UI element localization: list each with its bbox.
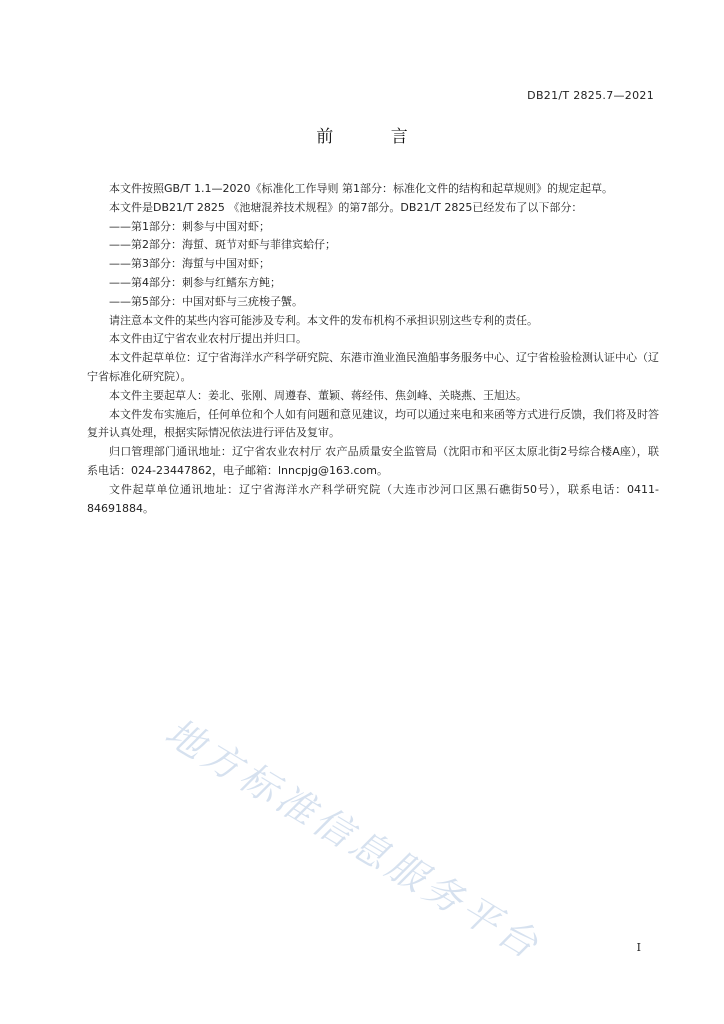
part-list-item: ——第3部分：海蜇与中国对虾； xyxy=(109,257,270,271)
foreword-body xyxy=(87,180,659,518)
part-list-item: ——第1部分：刺参与中国对虾； xyxy=(109,219,270,233)
paragraph-drafter-contact: 文件起草单位通讯地址：辽宁省海洋水产科学研究院（大连市沙河口区黑石礁街50号），联系电话：0411-84691884。 xyxy=(87,482,659,515)
paragraph-drafting-rules: 本文件按照GB/T 1.1—2020《标准化工作导则 第1部分：标准化文件的结构和起草规则》的规定起草。 xyxy=(109,182,613,195)
part-list-item: ——第4部分：刺参与红鳍东方鲀； xyxy=(109,275,281,289)
paragraph-drafting-units: 本文件起草单位：辽宁省海洋水产科学研究院、东港市渔业渔民渔船事务服务中心、辽宁省检验检测认证中心（辽宁省标准化研究院）。 xyxy=(87,351,659,383)
part-list-item: ——第5部分：中国对虾与三疣梭子蟹。 xyxy=(109,294,303,308)
paragraph-proposer: 本文件由辽宁省农业农村厅提出并归口。 xyxy=(109,332,307,346)
page-number: I xyxy=(636,941,641,954)
watermark: 地方标准信息服务平台 xyxy=(157,709,549,969)
paragraph-patent-notice: 请注意本文件的某些内容可能涉及专利。本文件的发布机构不承担识别这些专利的责任。 xyxy=(109,313,538,327)
standard-code: DB21/T 2825.7—2021 xyxy=(527,89,654,102)
part-list-item: ——第2部分：海蜇、斑节对虾与菲律宾蛤仔； xyxy=(109,238,336,252)
paragraph-part-info: 本文件是DB21/T 2825 《池塘混养技术规程》的第7部分。DB21/T 2825已经发布了以下部分： xyxy=(109,200,583,214)
paragraph-admin-contact: 归口管理部门通讯地址：辽宁省农业农村厅 农产品质量安全监管局（沈阳市和平区太原北街2号综合楼A座），联系电话：024-23447862，电子邮箱：lnncpjg@163.com。 xyxy=(87,445,659,477)
page-title: 前 言 xyxy=(316,127,434,147)
paragraph-drafters: 本文件主要起草人：姜北、张刚、周遵春、董颖、蒋经伟、焦剑峰、关晓燕、王旭达。 xyxy=(109,388,527,402)
paragraph-feedback: 本文件发布实施后，任何单位和个人如有问题和意见建议，均可以通过来电和来函等方式进行反馈，我们将及时答复并认真处理，根据实际情况依法进行评估及复审。 xyxy=(87,407,659,440)
